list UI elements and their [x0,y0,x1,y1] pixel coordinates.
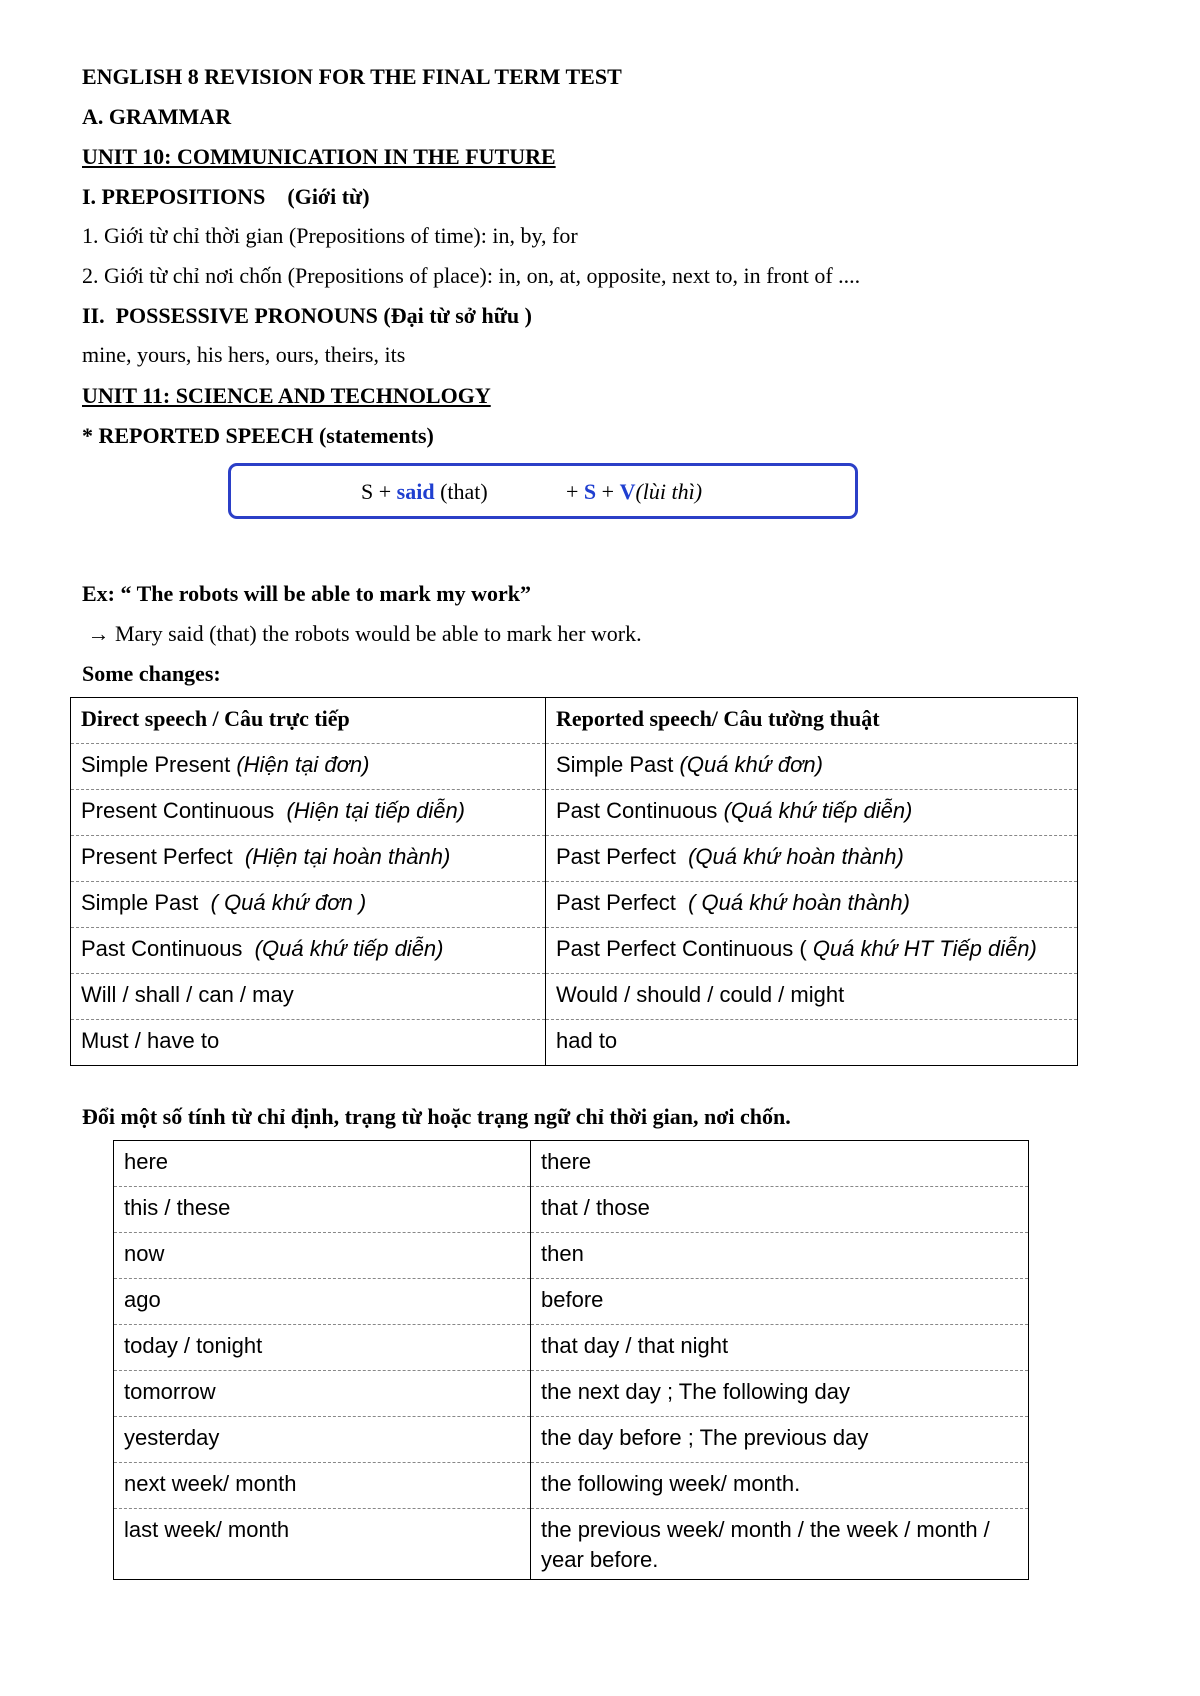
reported-cell: then [531,1233,1029,1279]
formula-s: S + [361,479,397,504]
reported-vn: (Quá khứ hoàn thành) [688,844,904,869]
direct-cell: last week/ month [114,1509,531,1580]
reported-cell: the following week/ month. [531,1463,1029,1509]
reported-vn: Quá khứ HT Tiếp diễn) [812,936,1037,961]
direct-cell [71,882,546,928]
prepositions-time: 1. Giới từ chỉ thời gian (Prepositions of time): in, by, for [82,223,578,248]
reported-cell: the previous week/ month / the week / month / year before. [531,1509,1029,1580]
direct-cell: tomorrow [114,1371,531,1417]
prepositions-place: 2. Giới từ chỉ nơi chốn (Prepositions of place): in, on, at, opposite, next to, in front of .... [82,263,861,288]
direct-vn: (Quá khứ tiếp diễn) [254,936,444,961]
formula-that: (that) [434,479,488,504]
adverb-change-table [113,1140,1029,1580]
example-sentence [82,580,531,608]
reported-term: Past Perfect [556,890,676,915]
direct-cell [71,928,546,974]
direct-cell [71,836,546,882]
direct-cell: today / tonight [114,1325,531,1371]
direct-term: Past Continuous [81,936,243,961]
reported-vn: (Quá khứ đơn) [679,752,823,777]
reported-cell [546,790,1078,836]
section-a-heading: A. GRAMMAR [82,104,232,129]
reported-cell: that day / that night [531,1325,1029,1371]
reported-vn: ( Quá khứ hoàn thành) [688,890,910,915]
direct-term: Present Continuous [81,798,275,823]
reported-cell: Would / should / could / might [546,974,1078,1020]
table-row [114,1371,1029,1417]
direct-cell [71,790,546,836]
formula-text [361,479,488,505]
reported-cell: that / those [531,1187,1029,1233]
table-row [114,1325,1029,1371]
direct-vn: (Hiện tại hoàn thành) [244,844,451,869]
header-direct: Direct speech / Câu trực tiếp [71,698,546,744]
formula-plus: + [566,479,584,504]
reported-vn: (Quá khứ tiếp diễn) [723,798,913,823]
table-row [71,1020,1078,1066]
table-row [71,928,1078,974]
table-row [71,974,1078,1020]
formula-back: (lùi thì) [635,479,703,504]
formula-s2: S [583,479,597,504]
formula-v: V [619,479,636,504]
direct-vn: ( Quá khứ đơn ) [210,890,367,915]
direct-cell [71,744,546,790]
formula-plus2: + [596,479,620,504]
reported-cell: the day before ; The previous day [531,1417,1029,1463]
reported-speech-heading: * REPORTED SPEECH (statements) [82,423,434,448]
table-header-row [71,698,1078,744]
reported-term: Past Continuous [556,798,718,823]
unit11-heading: UNIT 11: SCIENCE AND TECHNOLOGY [82,383,491,408]
direct-term: Present Perfect [81,844,233,869]
direct-term: Simple Present [81,752,231,777]
unit10-heading: UNIT 10: COMMUNICATION IN THE FUTURE [82,144,556,169]
reported-cell [546,836,1078,882]
example-result: → Mary said (that) the robots would be able to mark her work. [82,621,642,646]
tense-change-table [70,697,1078,1066]
table-row [71,790,1078,836]
reported-cell: the next day ; The following day [531,1371,1029,1417]
reported-term: Simple Past [556,752,674,777]
formula-clause [566,479,702,505]
table-row [71,744,1078,790]
table-row [114,1463,1029,1509]
table-row [71,836,1078,882]
reported-cell: there [531,1141,1029,1187]
possessive-heading: II. POSSESSIVE PRONOUNS (Đại từ sở hữu ) [82,303,532,328]
example-text: Ex: “ The robots will be able to mark my work” [82,581,531,606]
prepositions-heading: I. PREPOSITIONS (Giới từ) [82,184,370,209]
direct-cell: Must / have to [71,1020,546,1066]
table-row [114,1509,1029,1580]
possessive-list: mine, yours, his hers, ours, theirs, its [82,342,406,367]
direct-cell: here [114,1141,531,1187]
reported-term: Past Perfect [556,844,676,869]
table-row [114,1417,1029,1463]
direct-cell: next week/ month [114,1463,531,1509]
document-title: ENGLISH 8 REVISION FOR THE FINAL TERM TEST [82,64,622,89]
table-row [114,1279,1029,1325]
formula-said: said [396,479,435,504]
changes-heading: Some changes: [82,661,221,686]
reported-cell [546,744,1078,790]
reported-cell: before [531,1279,1029,1325]
table-row [114,1233,1029,1279]
adverb-heading: Đổi một số tính từ chỉ định, trạng từ hoặc trạng ngữ chỉ thời gian, nơi chốn. [82,1104,791,1129]
direct-term: Simple Past [81,890,199,915]
reported-cell: had to [546,1020,1078,1066]
formula-box [228,463,858,519]
reported-cell [546,928,1078,974]
reported-term: Past Perfect Continuous ( [556,936,807,961]
direct-vn: (Hiện tại tiếp diễn) [286,798,466,823]
direct-cell: ago [114,1279,531,1325]
direct-cell: now [114,1233,531,1279]
direct-vn: (Hiện tại đơn) [236,752,370,777]
table-row [71,882,1078,928]
header-reported: Reported speech/ Câu tường thuật [546,698,1078,744]
table-row [114,1187,1029,1233]
direct-cell: Will / shall / can / may [71,974,546,1020]
direct-cell: yesterday [114,1417,531,1463]
reported-cell [546,882,1078,928]
table-row [114,1141,1029,1187]
direct-cell: this / these [114,1187,531,1233]
